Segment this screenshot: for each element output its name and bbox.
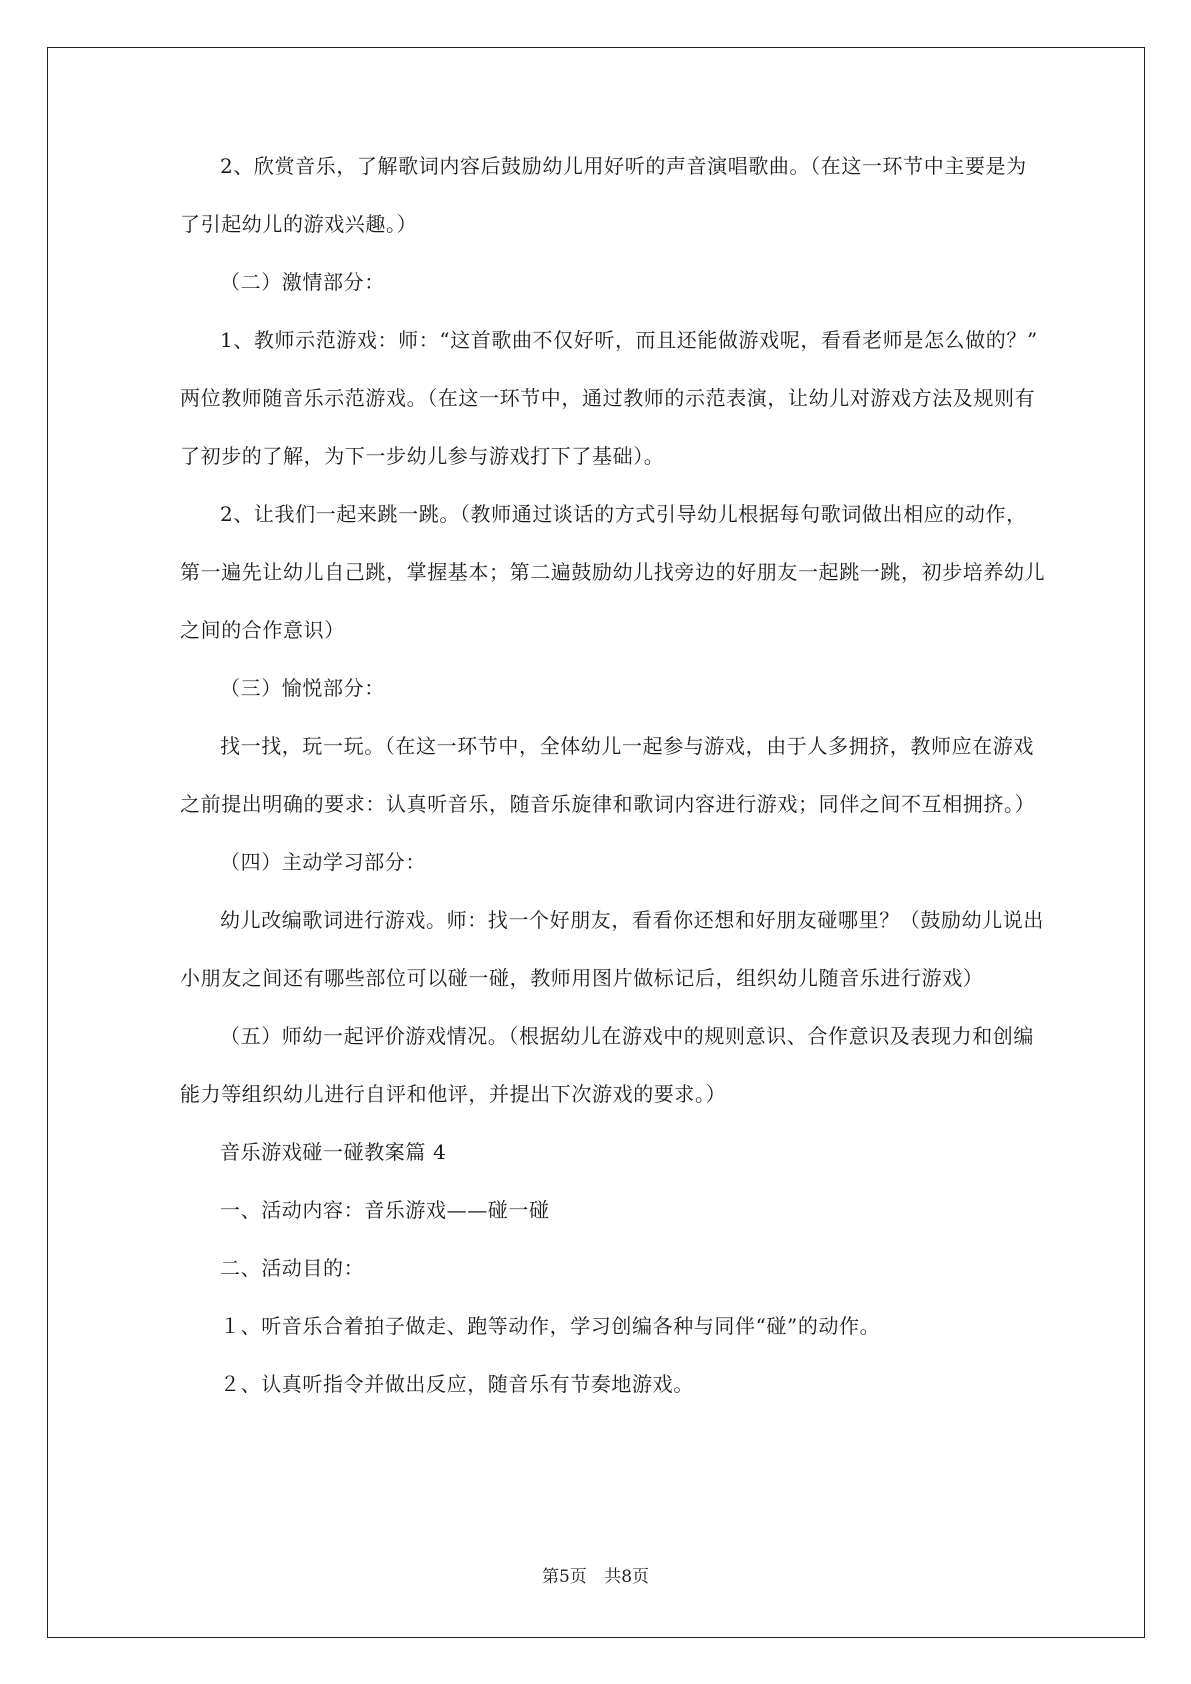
section-heading: （三）愉悦部分： xyxy=(220,676,385,700)
page-footer xyxy=(0,1565,1191,1589)
paragraph-line: 了初步的了解，为下一步幼儿参与游戏打下了基础）。 xyxy=(180,444,665,468)
list-item: 二、活动目的： xyxy=(220,1256,365,1280)
list-item: １、听音乐合着拍子做走、跑等动作，学习创编各种与同伴“碰”的动作。 xyxy=(220,1314,881,1338)
list-item: 一、活动内容：音乐游戏——碰一碰 xyxy=(220,1198,550,1222)
paragraph-line: （五）师幼一起评价游戏情况。（根据幼儿在游戏中的规则意识、合作意识及表现力和创编 xyxy=(220,1024,1034,1048)
page-number: 第5页 xyxy=(541,1567,587,1587)
paragraph-line: 2、让我们一起来跳一跳。（教师通过谈话的方式引导幼儿根据每句歌词做出相应的动作， xyxy=(220,502,1027,526)
paragraph-line: 2、欣赏音乐，了解歌词内容后鼓励幼儿用好听的声音演唱歌曲。（在这一环节中主要是为 xyxy=(220,154,1027,178)
document-section-title: 音乐游戏碰一碰教案篇 4 xyxy=(220,1140,447,1164)
page-total: 共8页 xyxy=(604,1567,650,1587)
paragraph-line: 之前提出明确的要求：认真听音乐，随音乐旋律和歌词内容进行游戏；同伴之间不互相拥挤。） xyxy=(180,792,1036,816)
paragraph-line: 能力等组织幼儿进行自评和他评，并提出下次游戏的要求。） xyxy=(180,1082,727,1106)
page-border xyxy=(47,47,1145,1638)
paragraph-line: 第一遍先让幼儿自己跳，掌握基本；第二遍鼓励幼儿找旁边的好朋友一起跳一跳，初步培养幼儿 xyxy=(180,560,1046,584)
paragraph-line: 幼儿改编歌词进行游戏。师：找一个好朋友，看看你还想和好朋友碰哪里？（鼓励幼儿说出 xyxy=(220,908,1044,932)
list-item: ２、认真听指令并做出反应，随音乐有节奏地游戏。 xyxy=(220,1372,694,1396)
paragraph-line: 找一找，玩一玩。（在这一环节中，全体幼儿一起参与游戏，由于人多拥挤，教师应在游戏 xyxy=(220,734,1034,758)
section-heading: （二）激情部分： xyxy=(220,270,385,294)
paragraph-line: 1、教师示范游戏：师：“这首歌曲不仅好听，而且还能做游戏呢，看看老师是怎么做的？” xyxy=(220,328,1038,352)
paragraph-line: 之间的合作意识） xyxy=(180,618,345,642)
paragraph-line: 两位教师随音乐示范游戏。（在这一环节中，通过教师的示范表演，让幼儿对游戏方法及规则有 xyxy=(180,386,1036,410)
section-heading: （四）主动学习部分： xyxy=(220,850,426,874)
paragraph-line: 小朋友之间还有哪些部位可以碰一碰，教师用图片做标记后，组织幼儿随音乐进行游戏） xyxy=(180,966,984,990)
paragraph-line: 了引起幼儿的游戏兴趣。） xyxy=(180,212,418,236)
